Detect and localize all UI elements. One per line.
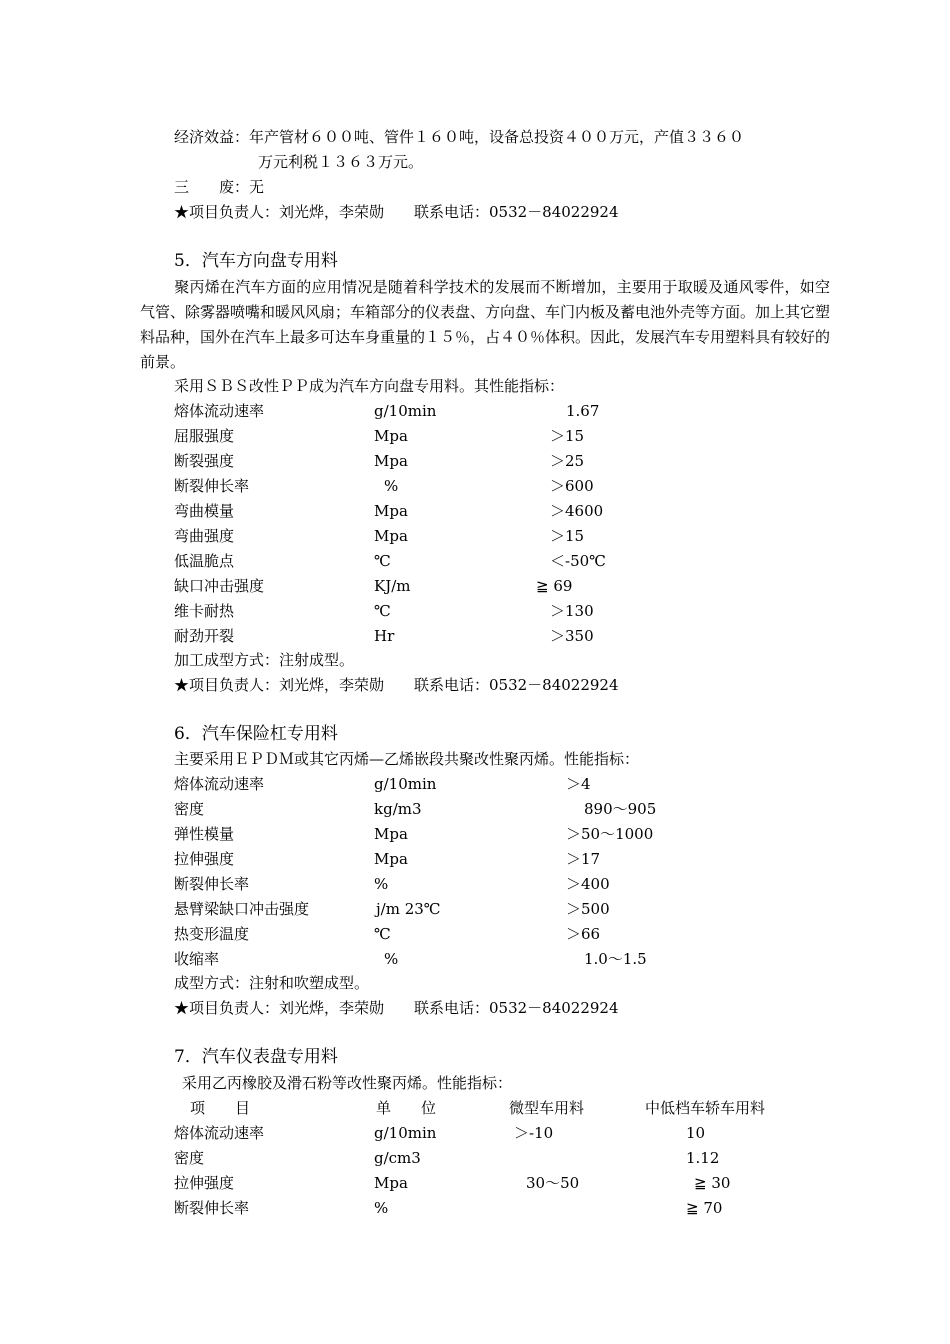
table-row-unit: g/10min <box>374 775 437 793</box>
table-row-value: ＞50～1000 <box>566 825 654 843</box>
table-row-value: ＞4 <box>566 775 591 793</box>
table-row-mid-value: ≧ 70 <box>686 1199 723 1217</box>
table-row-mid-value: 1.12 <box>686 1149 720 1167</box>
table-row-name: 熔体流动速率 <box>174 775 265 793</box>
table-row-name: 收缩率 <box>174 950 220 968</box>
table-row-name: 弹性模量 <box>174 825 235 843</box>
table-row-mid-value: ≧ 30 <box>694 1174 731 1192</box>
table-row-unit: g/10min <box>374 402 437 420</box>
table-row-unit: Mpa <box>374 1174 408 1192</box>
section-6-title: 6．汽车保险杠专用料 <box>174 724 338 744</box>
table-row-name: 拉伸强度 <box>174 1174 235 1192</box>
table-row-name: 弯曲强度 <box>174 527 235 545</box>
table-row-unit: % <box>374 1199 389 1217</box>
table-row-unit: KJ/m <box>374 577 411 595</box>
table-row-mini-value: ＞-10 <box>514 1124 554 1142</box>
table-row-name: 断裂强度 <box>174 452 235 470</box>
table-row-value: ＞600 <box>550 477 594 495</box>
table-row-unit: Mpa <box>374 452 408 470</box>
table-row-value: ≧ 69 <box>536 577 573 595</box>
table-row-name: 维卡耐热 <box>174 602 235 620</box>
table-row-name: 低温脆点 <box>174 552 235 570</box>
table-row-name: 弯曲模量 <box>174 502 235 520</box>
table-row-unit: ℃ <box>374 552 391 570</box>
table-row-unit: Mpa <box>374 427 408 445</box>
table-row-unit: % <box>384 950 399 968</box>
section-5-intro: 采用ＳＢＳ改性ＰＰ成为汽车方向盘专用料。其性能指标： <box>174 377 565 395</box>
table-7-header-item: 项 目 <box>190 1099 251 1117</box>
table-row-mid-value: 10 <box>686 1124 706 1142</box>
table-row-name: 熔体流动速率 <box>174 402 265 420</box>
table-row-value: ＞350 <box>550 627 594 645</box>
table-row-value: ＞400 <box>566 875 610 893</box>
table-row-unit: g/10min <box>374 1124 437 1142</box>
section-5-paragraph <box>140 275 830 375</box>
table-row-unit: kg/m3 <box>374 800 422 818</box>
table-row-value: ＞4600 <box>550 502 604 520</box>
waste-value: 无 <box>249 178 265 196</box>
table-row-value: 1.67 <box>566 402 600 420</box>
economic-label: 经济效益： <box>174 128 250 146</box>
table-row-name: 密度 <box>174 800 205 818</box>
table-row-name: 缺口冲击强度 <box>174 577 265 595</box>
table-row-value: ＞25 <box>550 452 585 470</box>
table-row-name: 熔体流动速率 <box>174 1124 265 1142</box>
table-row-name: 断裂伸长率 <box>174 477 250 495</box>
section-5-contact: ★项目负责人：刘光烨，李荣勋 联系电话：0532－84022924 <box>174 676 619 694</box>
table-row-name: 热变形温度 <box>174 925 250 943</box>
contact-line: ★项目负责人：刘光烨，李荣勋 联系电话：0532－84022924 <box>174 203 619 221</box>
section-7-title: 7．汽车仪表盘专用料 <box>174 1047 338 1067</box>
table-row-name: 断裂伸长率 <box>174 875 250 893</box>
table-row-value: 890～905 <box>584 800 657 818</box>
section-5-title: 5．汽车方向盘专用料 <box>174 251 338 271</box>
waste-line <box>174 177 264 197</box>
table-row-unit: ℃ <box>374 602 391 620</box>
table-row-unit: ℃ <box>374 925 391 943</box>
table-7-header-mini: 微型车用料 <box>509 1099 585 1117</box>
table-row-value: ＞15 <box>550 427 585 445</box>
table-row-name: 屈服强度 <box>174 427 235 445</box>
table-row-unit: g/cm3 <box>374 1149 421 1167</box>
section-7-intro: 采用乙丙橡胶及滑石粉等改性聚丙烯。性能指标： <box>182 1074 513 1092</box>
table-7-header-unit: 单 位 <box>376 1099 437 1117</box>
table-row-mini-value: 30～50 <box>526 1174 580 1192</box>
table-row-name: 耐劲开裂 <box>174 627 235 645</box>
table-row-unit: Mpa <box>374 825 408 843</box>
economic-text-1: 年产管材６００吨、管件１６０吨，设备总投资４００万元，产值３３６０ <box>249 128 745 146</box>
table-row-value: ＞66 <box>566 925 601 943</box>
table-7-header-mid: 中低档车轿车用料 <box>645 1099 766 1117</box>
table-row-unit: Hr <box>374 627 395 645</box>
section-6-process: 成型方式：注射和吹塑成型。 <box>174 974 370 992</box>
table-row-name: 悬臂梁缺口冲击强度 <box>174 900 310 918</box>
table-row-value: 1.0～1.5 <box>584 950 647 968</box>
table-row-unit: j/m 23℃ <box>376 900 441 918</box>
section-5-paragraph-text: 聚丙烯在汽车方面的应用情况是随着科学技术的发展而不断增加，主要用于取暖及通风零件，如空气管、除雾器喷嘴和暖风风扇；车箱部分的仪表盘、方向盘、车门内板及蓄电池外壳等方面。加上其它塑料品种，国外在汽车上最多可达车身重量的１５％，占４０％体积。因此，发展汽车专用塑料具有较好的前景。 <box>140 278 831 371</box>
economic-text-2: 万元利税１３６３万元。 <box>258 153 424 171</box>
table-row-unit: % <box>374 875 389 893</box>
section-6-intro: 主要采用ＥＰＤＭ或其它丙烯—乙烯嵌段共聚改性聚丙烯。性能指标： <box>174 750 640 768</box>
table-row-unit: Mpa <box>374 502 408 520</box>
table-row-unit: % <box>384 477 399 495</box>
table-row-value: ＞15 <box>550 527 585 545</box>
table-row-name: 断裂伸长率 <box>174 1199 250 1217</box>
table-row-value: ＞17 <box>566 850 601 868</box>
waste-label: 三 废： <box>174 178 250 196</box>
table-row-name: 拉伸强度 <box>174 850 235 868</box>
section-6-contact: ★项目负责人：刘光烨，李荣勋 联系电话：0532－84022924 <box>174 999 619 1017</box>
table-row-value: ＞130 <box>550 602 594 620</box>
table-row-value: ＜-50℃ <box>550 552 606 570</box>
economic-benefit-line <box>174 127 744 147</box>
section-5-process: 加工成型方式：注射成型。 <box>174 651 355 669</box>
table-row-unit: Mpa <box>374 850 408 868</box>
table-row-unit: Mpa <box>374 527 408 545</box>
table-row-name: 密度 <box>174 1149 205 1167</box>
table-row-value: ＞500 <box>566 900 610 918</box>
